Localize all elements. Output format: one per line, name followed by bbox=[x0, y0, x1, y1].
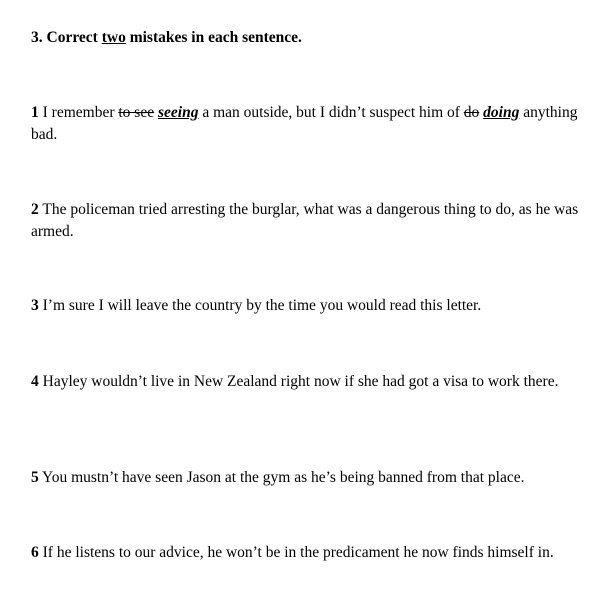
sentence-5 bbox=[31, 467, 591, 489]
sentence-number: 3 bbox=[31, 297, 39, 314]
heading-text-post: mistakes in each sentence. bbox=[125, 29, 302, 46]
sentence-6 bbox=[31, 542, 591, 564]
sentence-text: If he listens to our advice, he won’t be in the predicament he now finds himself in. bbox=[38, 544, 554, 561]
sentence-4 bbox=[31, 371, 591, 393]
correction: seeing bbox=[157, 104, 199, 121]
struck-mistake: do bbox=[463, 104, 480, 121]
sentence-text: anything bad. bbox=[31, 104, 578, 143]
heading-text-pre: 3. Correct bbox=[31, 29, 102, 46]
sentence-3 bbox=[31, 295, 591, 317]
sentence-1 bbox=[31, 102, 591, 146]
struck-mistake: to see bbox=[118, 104, 155, 121]
heading-emphasis: two bbox=[101, 29, 126, 46]
sentence-text: The policeman tried arresting the burglar, what was a dangerous thing to do, as he was armed. bbox=[31, 201, 579, 240]
sentence-number: 6 bbox=[31, 544, 39, 561]
correction: doing bbox=[483, 104, 520, 121]
exercise-heading bbox=[31, 29, 302, 47]
sentence-number: 2 bbox=[31, 201, 39, 218]
sentence-text: a man outside, but I didn’t suspect him of bbox=[198, 104, 464, 121]
sentence-text: You mustn’t have seen Jason at the gym as he’s being banned from that place. bbox=[38, 469, 525, 486]
sentence-text: I remember bbox=[38, 104, 119, 121]
sentence-number: 5 bbox=[31, 469, 39, 486]
sentence-text: Hayley wouldn’t live in New Zealand right now if she had got a visa to work there. bbox=[38, 373, 559, 390]
sentence-text: I’m sure I will leave the country by the time you would read this letter. bbox=[38, 297, 482, 314]
sentence-2 bbox=[31, 199, 591, 243]
sentence-number: 4 bbox=[31, 373, 39, 390]
sentence-number: 1 bbox=[31, 104, 39, 121]
